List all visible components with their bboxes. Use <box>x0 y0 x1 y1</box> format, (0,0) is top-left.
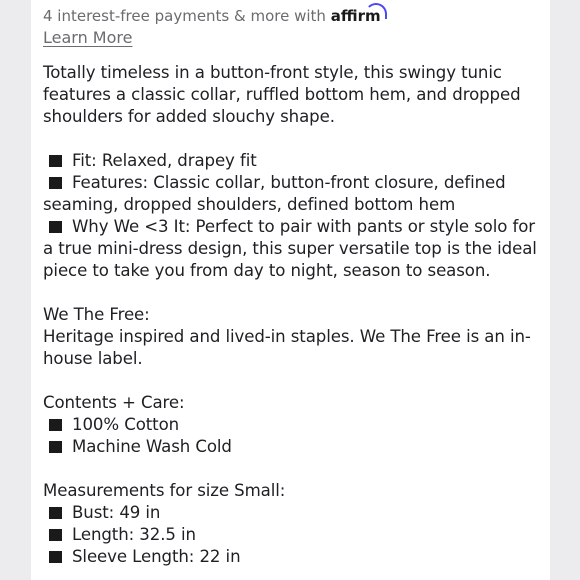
measurement-item-text: Sleeve Length: 22 in <box>72 547 241 566</box>
measurement-item-text: Bust: 49 in <box>72 503 161 522</box>
learn-more-link[interactable]: Learn More <box>43 28 133 47</box>
product-intro: Totally timeless in a button-front style, this swingy tunic features a classic collar, ruffled bottom hem, and dropped shoulders for added slouchy shape. <box>43 63 521 126</box>
affirm-promo <box>43 5 381 27</box>
brand-text: Heritage inspired and lived-in staples. We The Free is an in-house label. <box>43 327 531 368</box>
affirm-logo-text: affirm <box>330 7 381 25</box>
product-description-panel <box>31 0 550 580</box>
measurement-item <box>43 546 548 568</box>
bullet-square-icon <box>49 507 62 519</box>
care-item <box>43 414 548 436</box>
brand-heading: We The Free: <box>43 305 150 324</box>
detail-features <box>43 172 548 216</box>
bullet-square-icon <box>49 419 62 431</box>
detail-fit <box>43 150 548 172</box>
detail-features-text: Features: Classic collar, button-front closure, defined seaming, dropped shoulders, defined bottom hem <box>43 173 506 214</box>
detail-why-text: Why We <3 It: Perfect to pair with pants or style solo for a true mini-dress design, this super versatile top is the ideal piece to take you from day to night, season to season. <box>43 217 537 280</box>
bullet-square-icon <box>49 177 62 189</box>
product-details <box>43 62 548 568</box>
affirm-promo-text: 4 interest-free payments & more with <box>43 7 326 25</box>
care-item-text: Machine Wash Cold <box>72 437 232 456</box>
bullet-square-icon <box>49 155 62 167</box>
care-item <box>43 436 548 458</box>
measurements-heading: Measurements for size Small: <box>43 481 286 500</box>
care-item-text: 100% Cotton <box>72 415 180 434</box>
detail-fit-text: Fit: Relaxed, drapey fit <box>72 151 257 170</box>
measurement-item-text: Length: 32.5 in <box>72 525 196 544</box>
measurement-item <box>43 524 548 546</box>
measurement-item <box>43 502 548 524</box>
bullet-square-icon <box>49 529 62 541</box>
detail-why <box>43 216 548 282</box>
affirm-arc-icon <box>365 3 387 19</box>
bullet-square-icon <box>49 221 62 233</box>
bullet-square-icon <box>49 441 62 453</box>
affirm-logo <box>331 7 381 25</box>
care-heading: Contents + Care: <box>43 393 185 412</box>
bullet-square-icon <box>49 551 62 563</box>
